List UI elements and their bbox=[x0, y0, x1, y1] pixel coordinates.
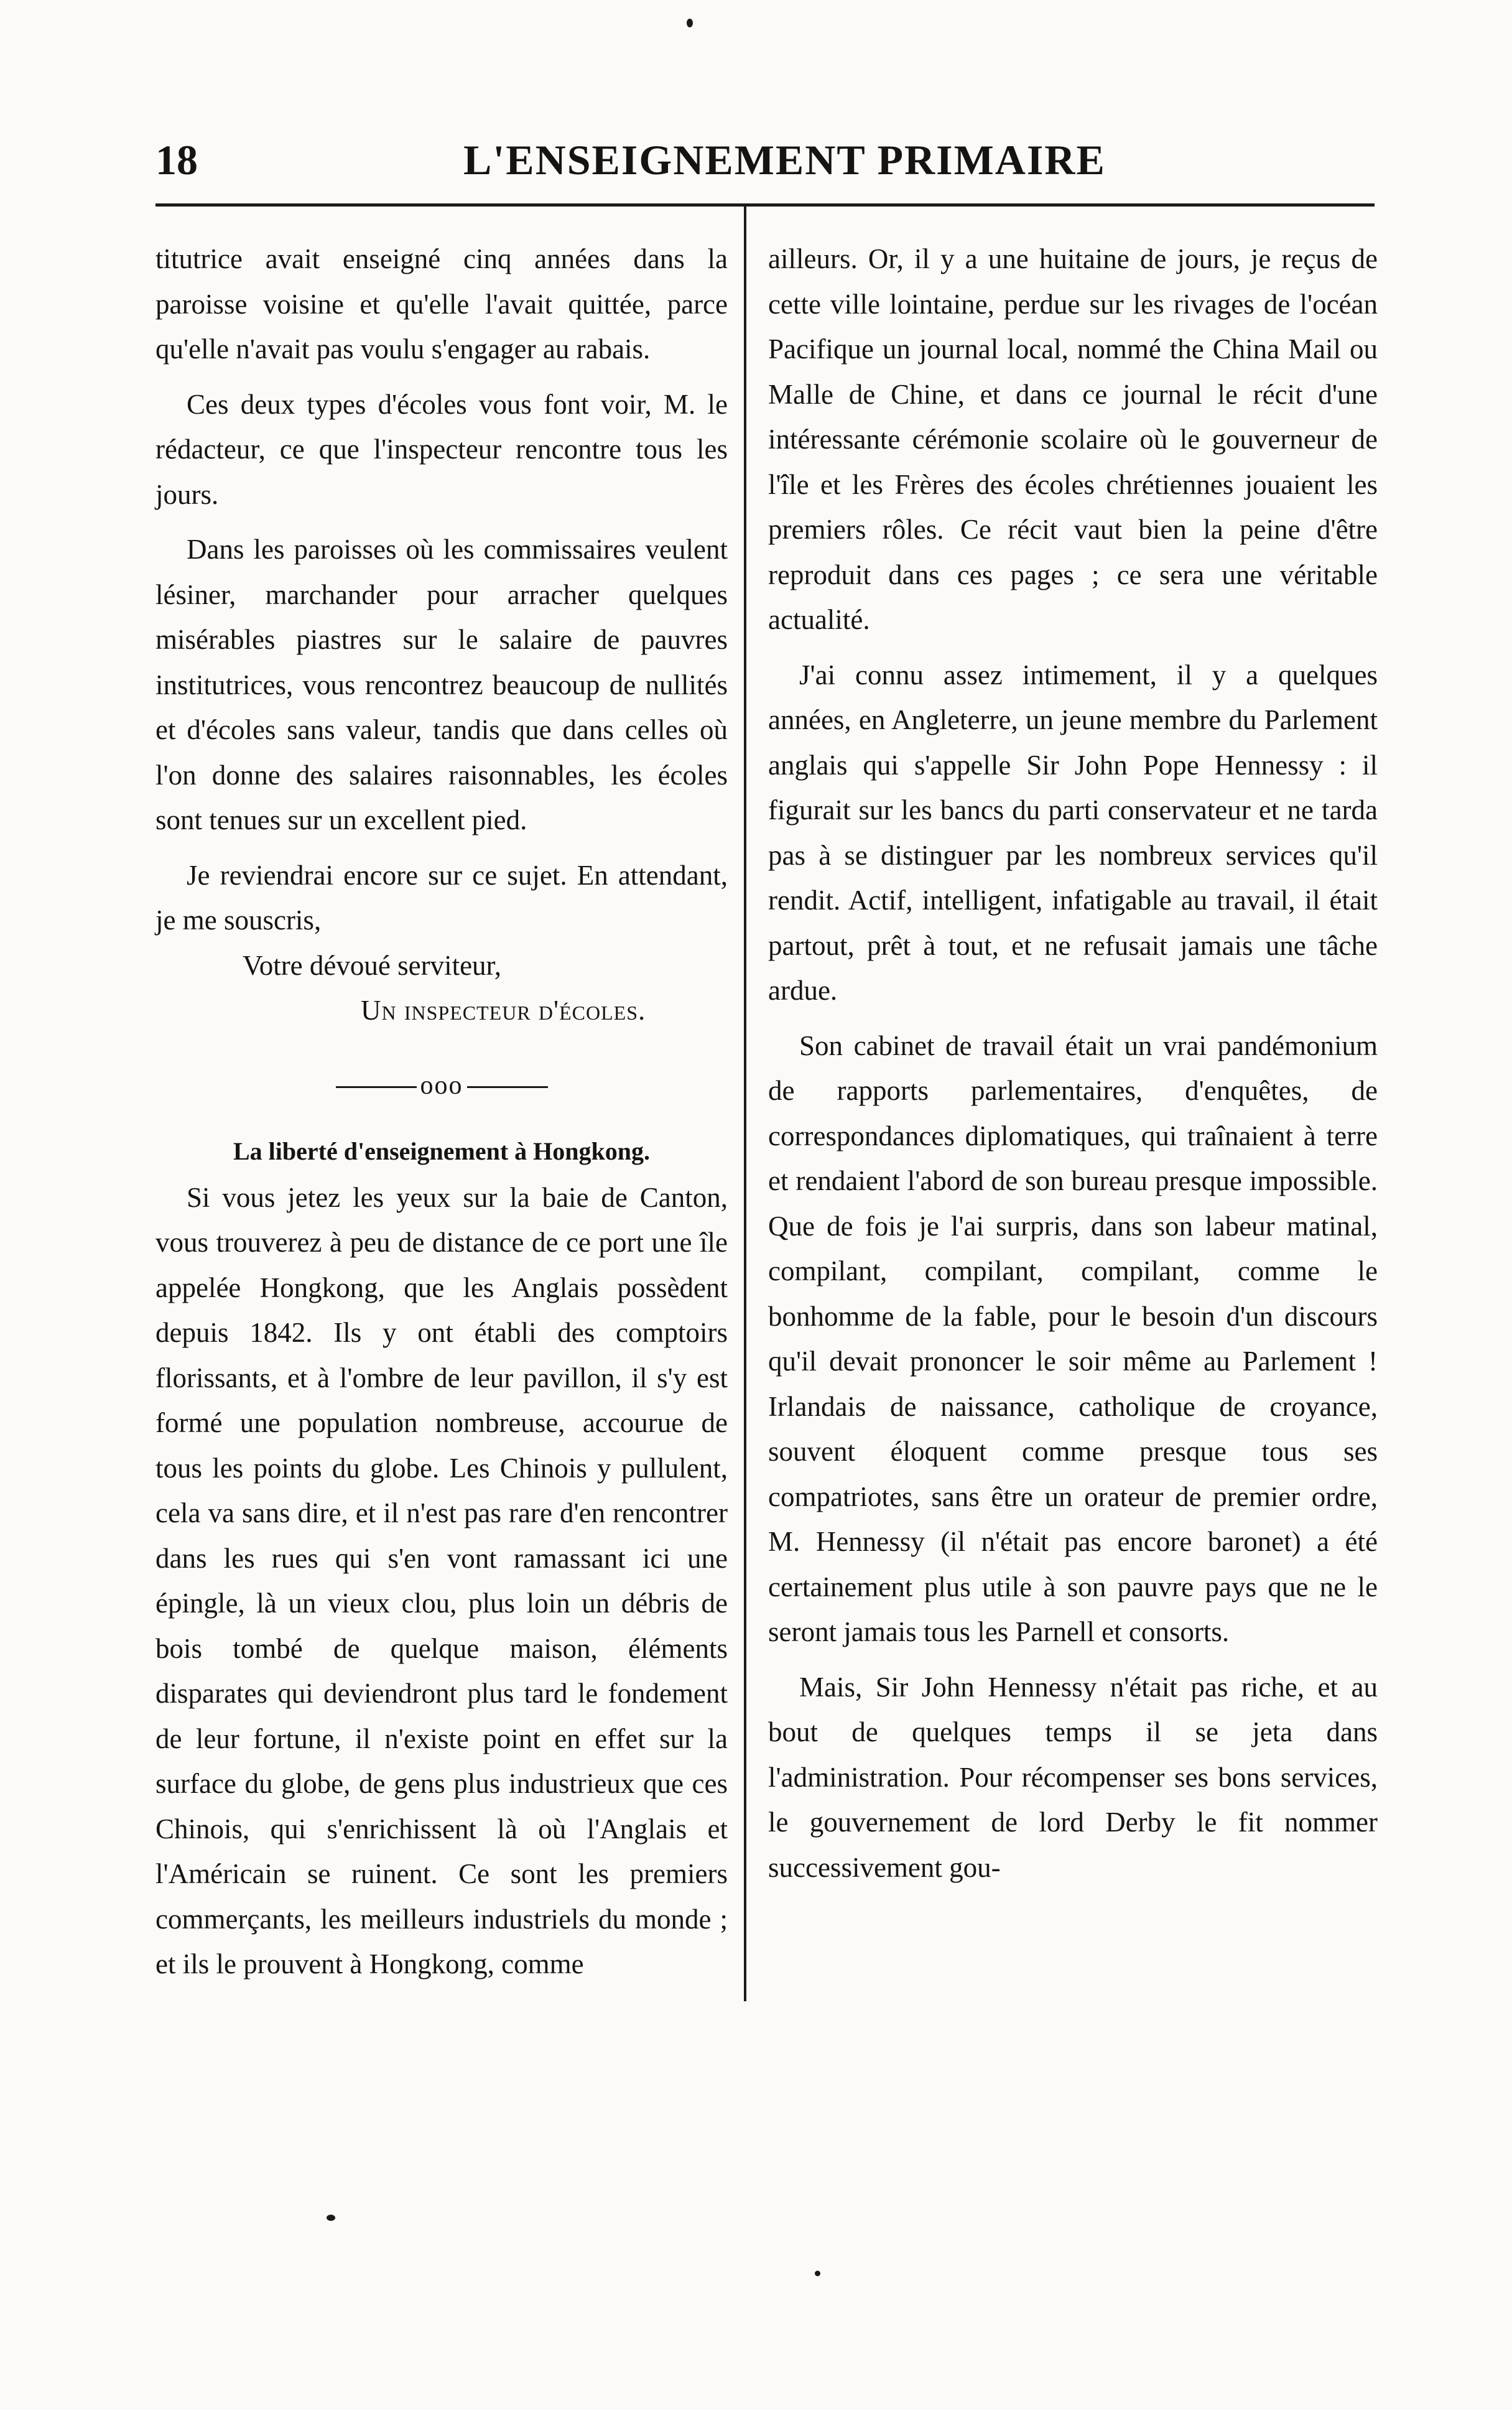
section-title: La liberté d'enseignement à Hongkong. bbox=[233, 1137, 651, 1165]
left-column bbox=[155, 236, 728, 1987]
letter-signature: Un inspecteur d'écoles. bbox=[361, 995, 646, 1026]
ink-speck bbox=[687, 19, 693, 27]
paragraph: Si vous jetez les yeux sur la baie de Canton, vous trouverez à peu de distance de ce port une île appelée Hongkong, que les Anglais possèdent depuis 1842. Ils y ont établi des comptoirs florissants, et à l'ombre de leur pavillon, il s'y est formé une population nombreuse, accourue de tous les points du globe. Les Chinois y pullulent, cela va sans dire, et il n'est pas rare d'en rencontrer dans les rues qui s'en vont ramassant ici une épingle, là un vieux clou, plus loin un débris de bois tombé de quelque maison, éléments disparates qui deviendront plus tard le fondement de leur fortune, il n'existe point en effet sur la surface du globe, de gens plus industrieux que ces Chinois, qui s'enrichissent là où l'Anglais et l'Américain se ruinent. Ce sont les premiers commerçants, les meilleurs industriels du monde ; et ils le prouvent à Hongkong, comme bbox=[155, 1181, 728, 1980]
paragraph: titutrice avait enseigné cinq années dans la paroisse voisine et qu'elle l'avait quittée, parce qu'elle n'avait pas voulu s'engager au rabais. bbox=[155, 243, 728, 365]
section-separator: ooo bbox=[155, 1071, 728, 1100]
paragraph: Son cabinet de travail était un vrai pandémonium de rapports parlementaires, d'enquêtes, de correspondances diplomatiques, qui traînaient à terre et rendaient l'abord de son bureau presque impossible. Que de fois je l'ai surpris, dans son labeur matinal, compilant, compilant, compilant, comme le bonhomme de la fable, pour le besoin d'un discours qu'il devait prononcer le soir même au Parlement ! Irlandais de naissance, catholique de croyance, souvent éloquent comme presque tous ses compatriotes, sans être un orateur de premier ordre, M. Hennessy (il n'était pas encore baronet) a été certainement plus utile à son pauvre pays que ne le seront jamais tous les Parnell et consorts. bbox=[768, 1030, 1378, 1647]
paragraph: J'ai connu assez intimement, il y a quelques années, en Angleterre, un jeune membre du Parlement anglais qui s'appelle Sir John Pope Hennessy : il figurait sur les bancs du parti conservateur et ne tarda pas à se distinguer par les nombreux services qu'il rendit. Actif, intelligent, infatigable au travail, il était partout, prêt à tout, et ne refusait jamais une tâche ardue. bbox=[768, 659, 1378, 1006]
paragraph: Ces deux types d'écoles vous font voir, M. le rédacteur, ce que l'inspecteur rencontre tous les jours. bbox=[155, 388, 728, 510]
header-rule bbox=[155, 203, 1375, 207]
page-header bbox=[155, 124, 1375, 205]
paragraph: ailleurs. Or, il y a une huitaine de jours, je reçus de cette ville lointaine, perdue sur les rivages de l'océan Pacifique un journal local, nommé the China Mail ou Malle de Chine, et dans ce journal le récit d'une intéressante cérémonie scolaire où le gouverneur de l'île et les Frères des écoles chrétiennes jouaient les premiers rôles. Ce récit vaut bien la peine d'être reproduit dans ces pages ; ce sera une véritable actualité. bbox=[768, 243, 1378, 635]
right-column bbox=[768, 236, 1378, 1890]
paragraph: Je reviendrai encore sur ce sujet. En attendant, je me souscris, bbox=[155, 859, 728, 936]
column-divider bbox=[744, 207, 746, 2001]
page-number: 18 bbox=[155, 136, 198, 184]
paragraph: Dans les paroisses où les commissaires veulent lésiner, marchander pour arracher quelques misérables piastres sur le salaire de pauvres institutrices, vous rencontrez beaucoup de nullités et d'écoles sans valeur, tandis que dans celles où l'on donne des salaires raisonnables, les écoles sont tenues sur un excellent pied. bbox=[155, 534, 728, 835]
paragraph: Mais, Sir John Hennessy n'était pas riche, et au bout de quelques temps il se jeta dans l'administration. Pour récompenser ses bons services, le gouvernement de lord Derby le fit nommer successivement gou- bbox=[768, 1671, 1378, 1883]
letter-closing: Votre dévoué serviteur, bbox=[243, 949, 501, 981]
running-title: L'ENSEIGNEMENT PRIMAIRE bbox=[463, 136, 1106, 184]
ink-speck bbox=[327, 2215, 335, 2221]
ink-speck bbox=[815, 2271, 820, 2276]
